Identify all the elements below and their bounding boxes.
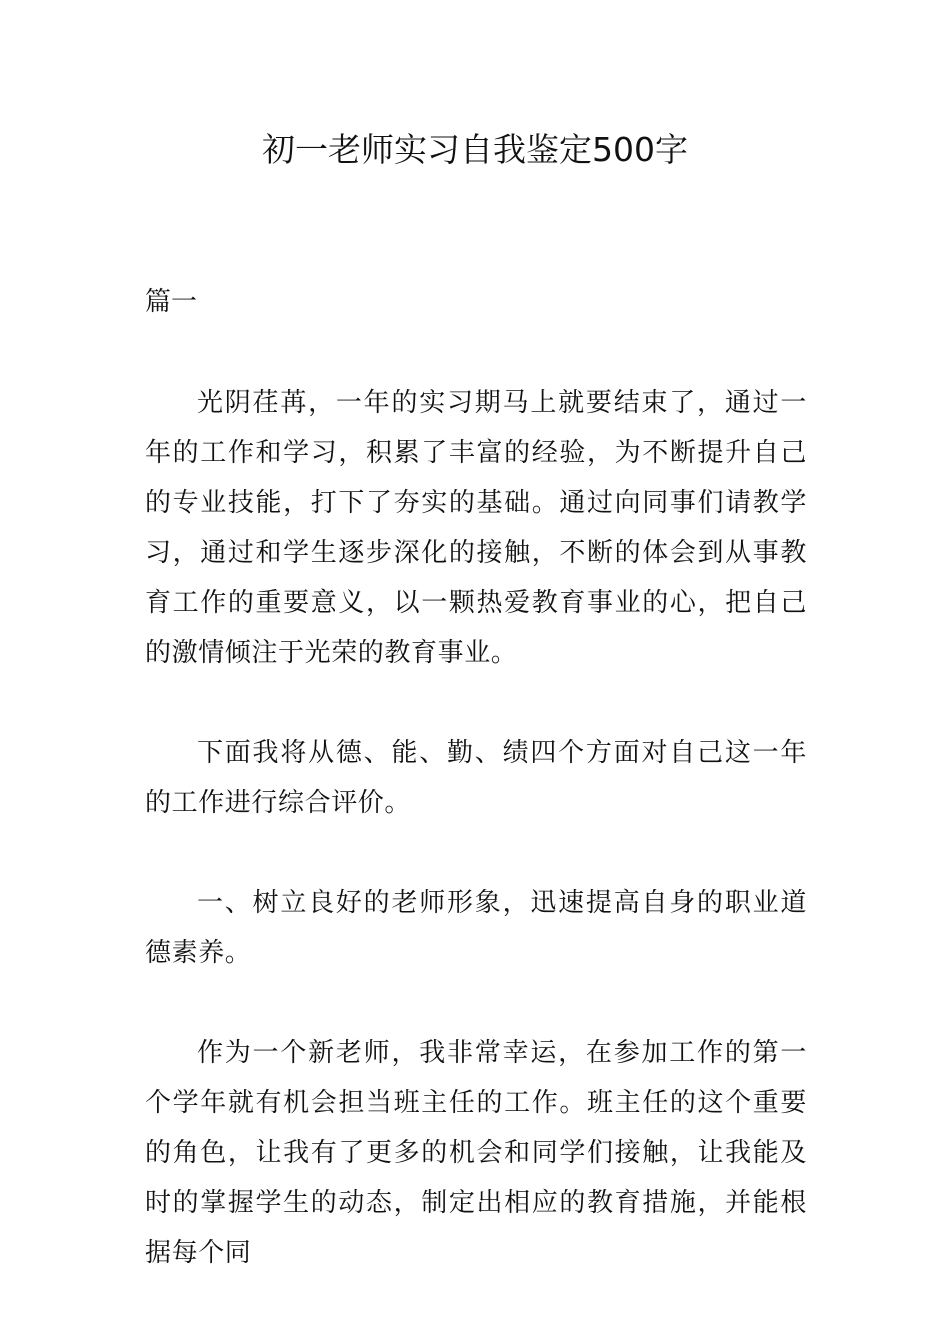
- paragraph-class-teacher: 作为一个新老师，我非常幸运，在参加工作的第一个学年就有机会担当班主任的工作。班主任的这个重要的角色，让我有了更多的机会和同学们接触，让我能及时的掌握学生的动态，制定出相应的教育措施，并能根据每个同: [145, 1038, 807, 1268]
- paragraph-overview: 下面我将从德、能、勤、绩四个方面对自己这一年的工作进行综合评价。: [145, 738, 807, 818]
- section-label: 篇一: [145, 287, 198, 317]
- paragraph-intro: 光阴荏苒，一年的实习期马上就要结束了，通过一年的工作和学习，积累了丰富的经验，为不断提升自己的专业技能，打下了夯实的基础。通过向同事们请教学习，通过和学生逐步深化的接触，不断的体会到从事教育工作的重要意义，以一颗热爱教育事业的心，把自己的激情倾注于光荣的教育事业。: [145, 388, 807, 668]
- document-title: 初一老师实习自我鉴定500字: [262, 130, 688, 169]
- document-body: [145, 277, 807, 1328]
- paragraph-heading-one: 一、树立良好的老师形象，迅速提高自身的职业道德素养。: [145, 888, 807, 968]
